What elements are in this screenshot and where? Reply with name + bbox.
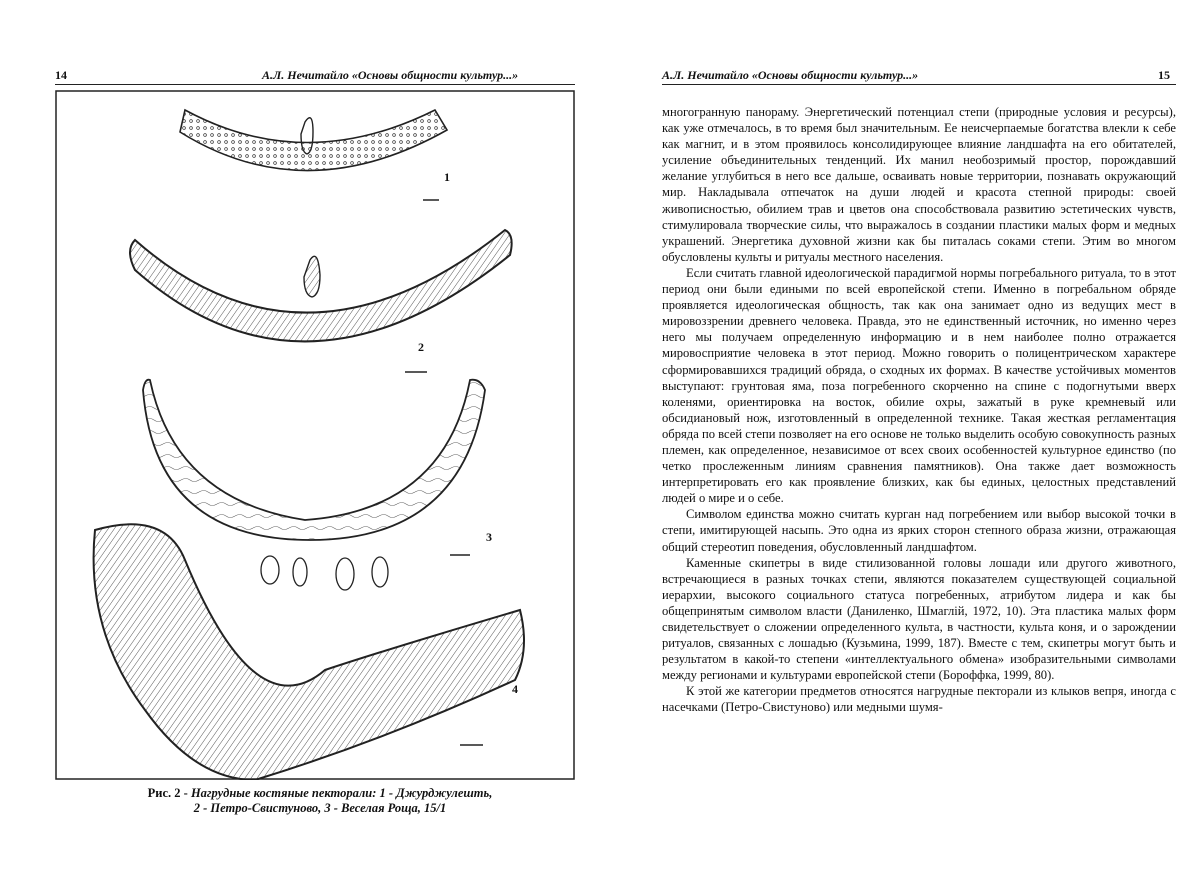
caption-line-1: Нагрудные костяные пекторали: 1 - Джурджулешть, <box>190 786 493 800</box>
body-text <box>662 104 1176 716</box>
figure-label-4: 4 <box>512 682 518 696</box>
header-rule <box>55 84 575 85</box>
paragraph: Если считать главной идеологической парадигмой нормы погребального ритуала, то в этот период они были едиными по всей европейской степи. Именно в погребальном обряде проявляется идеологическая общность, так как она занимает одно из ведущих мест в мировоззрении древнего человека. Правда, это не единственный источник, но именно через него мы получаем определенную информацию и в нем наиболее полно отражается мировосприятие человека в этот период. Можно говорить о полицентрическом характере сформировавшихся традиций обряда, о сходных их формах. В качестве устойчивых моментов выступают: грунтовая яма, поза погребенного скорченно на спине с подогнутыми вверх коленями, ориентировка на восток, обилие охры, зажатый в руке кремневый или обсидиановый нож, изготовленный в определенной технике. Такая жесткая регламентация обряда по всей степи позволяет на его основе не только выделить особую совокупность разных племен, как определенное, независимое от всех своих особенностей культурное единство (по четко прослеженным линиям сравнения памятников). Она также дает возможность интерпретировать его как проявление близких, как бы единых, целостных представлений людей о мире и о себе. <box>662 265 1176 506</box>
caption-line-2: 2 - Петро-Свистуново, 3 - Веселая Роща, 15/1 <box>193 801 447 815</box>
paragraph: Символом единства можно считать курган над погребением или выбор высокой точки в степи, имитирующей насыпь. Это одна из ярких сторон степного образа жизни, отражающая общий стереотип поведения, обусловленный ландшафтом. <box>662 507 1176 554</box>
figure-caption <box>60 786 580 816</box>
page-number: 15 <box>1158 68 1170 82</box>
figure-pectorals <box>55 90 575 780</box>
page-number: 14 <box>55 68 67 82</box>
running-head: А.Л. Нечитайло «Основы общности культур...» <box>262 68 519 82</box>
pectoral-1 <box>180 110 447 200</box>
paragraph: многогранную панораму. Энергетический потенциал степи (природные условия и ресурсы), как уже отмечалось, в то время был значительным. Ее неисчерпаемые богатства влекли к себе как магнит, и в этом проявилось консолидирующее влияние ландшафта на его обитателей, усиление объединительных тенденций. Их манил необозримый простор, порождавший желание углубиться в него все дальше, осваивать новые территории, познавать окружающий мир. Накладывала отпечаток на души людей и красота степной природы: своей живописностью, обилием трав и цветов она способствовала развитию эстетических чувств, стимулировала творческие силы, что выражалось в создании пластики малых форм и медных украшений. Энергетика духовной жизни как бы питалась соками степи. Этим во многом обусловлены культы и ритуалы местного населения. <box>662 105 1176 264</box>
paragraph: Каменные скипетры в виде стилизованной головы лошади или другого животного, встречающиеся в разных точках степи, являются показателем существующей социальной иерархии, высокого социального статуса погребенных, атрибутом лидера и как бы общепринятым символом власти (Даниленко, Шмаглій, 1972, 10). Эта пластика малых форм свидетельствует о сложении определенного культа, в частности, культа коня, и о зарождении ритуалов, связанных с лошадью (Кузьмина, 1999, 187). Вместе с тем, скипетры могут быть и результатом в какой-то степени «интеллектуального обмена» изобразительными символами между регионами и культурами европейской степи (Бороффка, 1999, 80). <box>662 555 1176 683</box>
figure-label-1: 1 <box>444 170 450 184</box>
figure-label-3: 3 <box>486 530 492 544</box>
pectoral-3 <box>143 380 485 590</box>
paragraph: К этой же категории предметов относятся нагрудные пекторали из клыков вепря, иногда с насечками (Петро-Свистуново) или медными шумя- <box>662 684 1176 715</box>
header-rule <box>662 84 1176 85</box>
running-head: А.Л. Нечитайло «Основы общности культур...» <box>662 68 919 82</box>
figure-label-2: 2 <box>418 340 424 354</box>
pectoral-2 <box>130 230 512 372</box>
pectoral-4 <box>94 524 524 780</box>
caption-lead: Рис. 2 - <box>147 786 188 800</box>
